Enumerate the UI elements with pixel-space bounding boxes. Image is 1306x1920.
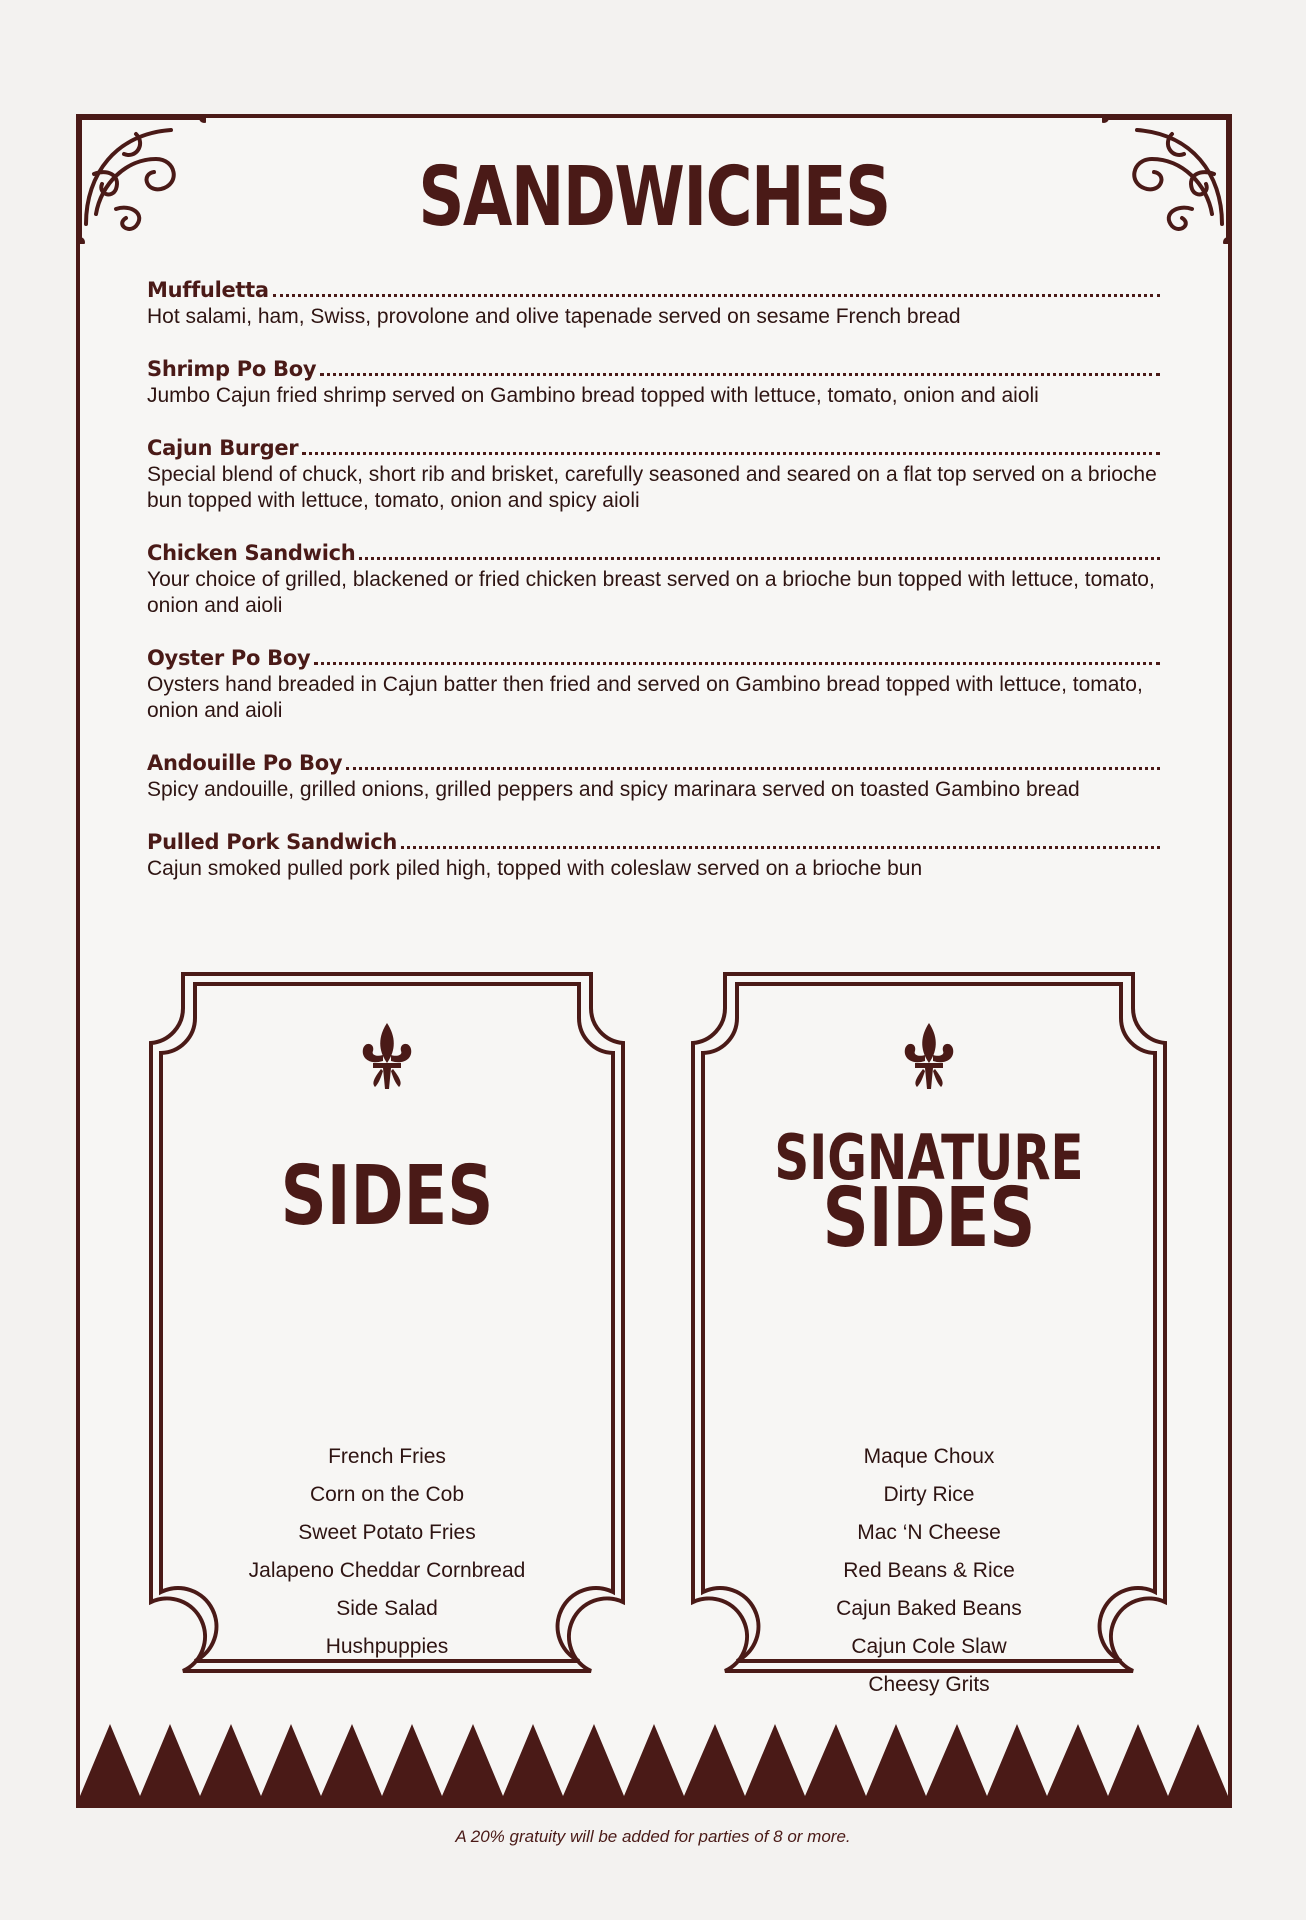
signature-sides-title-line2: SIDES [822, 1171, 1036, 1266]
menu-item-name: Cajun Burger [147, 436, 299, 460]
dot-leader [346, 766, 1160, 770]
menu-item-name: Muffuletta [147, 278, 269, 302]
list-item: Dirty Rice [883, 1483, 975, 1506]
list-item: Sweet Potato Fries [298, 1521, 476, 1544]
section-title-sandwiches: SANDWICHES [418, 150, 890, 245]
list-item: Jalapeno Cheddar Cornbread [248, 1559, 526, 1582]
dot-leader [302, 451, 1160, 455]
list-item: Cajun Baked Beans [836, 1597, 1022, 1620]
menu-item-name: Chicken Sandwich [147, 541, 356, 565]
list-item: Side Salad [336, 1597, 438, 1620]
sides-panel [148, 971, 626, 1674]
menu-item-description: Your choice of grilled, blackened or fried chicken breast served on a brioche bun topped with lettuce, tomato, onion and aioli [147, 568, 1155, 617]
signature-sides-title-line1: SIGNATURE [774, 1121, 1084, 1194]
list-item: Cajun Cole Slaw [851, 1635, 1007, 1658]
menu-item [147, 541, 1160, 619]
menu-item-description: Spicy andouille, grilled onions, grilled peppers and spicy marinara served on toasted Gambino bread [147, 778, 1080, 801]
menu-item-description: Oysters hand breaded in Cajun batter then fried and served on Gambino bread topped with lettuce, tomato, onion and aioli [147, 673, 1143, 722]
menu-item-description: Special blend of chuck, short rib and brisket, carefully seasoned and seared on a flat top served on a brioche bun topped with lettuce, tomato, onion and spicy aioli [147, 463, 1157, 512]
fleur-de-lis-icon [357, 1021, 417, 1091]
signature-sides-list [690, 1438, 1168, 1704]
list-item: Maque Choux [863, 1445, 995, 1468]
sides-title: SIDES [280, 1149, 494, 1244]
menu-item [147, 357, 1160, 409]
list-item: Mac ‘N Cheese [857, 1521, 1001, 1544]
fleur-de-lis-icon [899, 1021, 959, 1091]
sandwich-list [147, 278, 1160, 909]
menu-item-description: Cajun smoked pulled pork piled high, topped with coleslaw served on a brioche bun [147, 857, 923, 880]
menu-item-description: Jumbo Cajun fried shrimp served on Gambino bread topped with lettuce, tomato, onion and aioli [147, 384, 1039, 407]
dot-leader [320, 372, 1160, 376]
dot-leader [314, 661, 1160, 665]
menu-item-name: Andouille Po Boy [147, 751, 343, 775]
list-item: French Fries [328, 1445, 446, 1468]
list-item: Hushpuppies [325, 1635, 449, 1658]
dot-leader [401, 845, 1160, 849]
signature-sides-panel [690, 971, 1168, 1696]
ornament-corner-right [1102, 114, 1232, 244]
menu-item [147, 646, 1160, 724]
menu-item [147, 751, 1160, 803]
spike-border-decoration [80, 1724, 1228, 1804]
menu-item-description: Hot salami, ham, Swiss, provolone and olive tapenade served on sesame French bread [147, 305, 961, 328]
menu-item-name: Shrimp Po Boy [147, 357, 317, 381]
menu-item [147, 830, 1160, 882]
list-item: Corn on the Cob [309, 1483, 465, 1506]
dot-leader [273, 293, 1160, 297]
list-item: Cheesy Grits [868, 1673, 990, 1696]
menu-item-name: Oyster Po Boy [147, 646, 311, 670]
menu-frame [76, 114, 1232, 1808]
menu-item-name: Pulled Pork Sandwich [147, 830, 398, 854]
menu-item [147, 436, 1160, 514]
list-item: Red Beans & Rice [843, 1559, 1015, 1582]
ornament-corner-left [76, 114, 206, 244]
gratuity-note: A 20% gratuity will be added for parties of 8 or more. [455, 1827, 851, 1846]
sides-list [148, 1438, 626, 1666]
menu-item [147, 278, 1160, 330]
dot-leader [359, 556, 1160, 560]
